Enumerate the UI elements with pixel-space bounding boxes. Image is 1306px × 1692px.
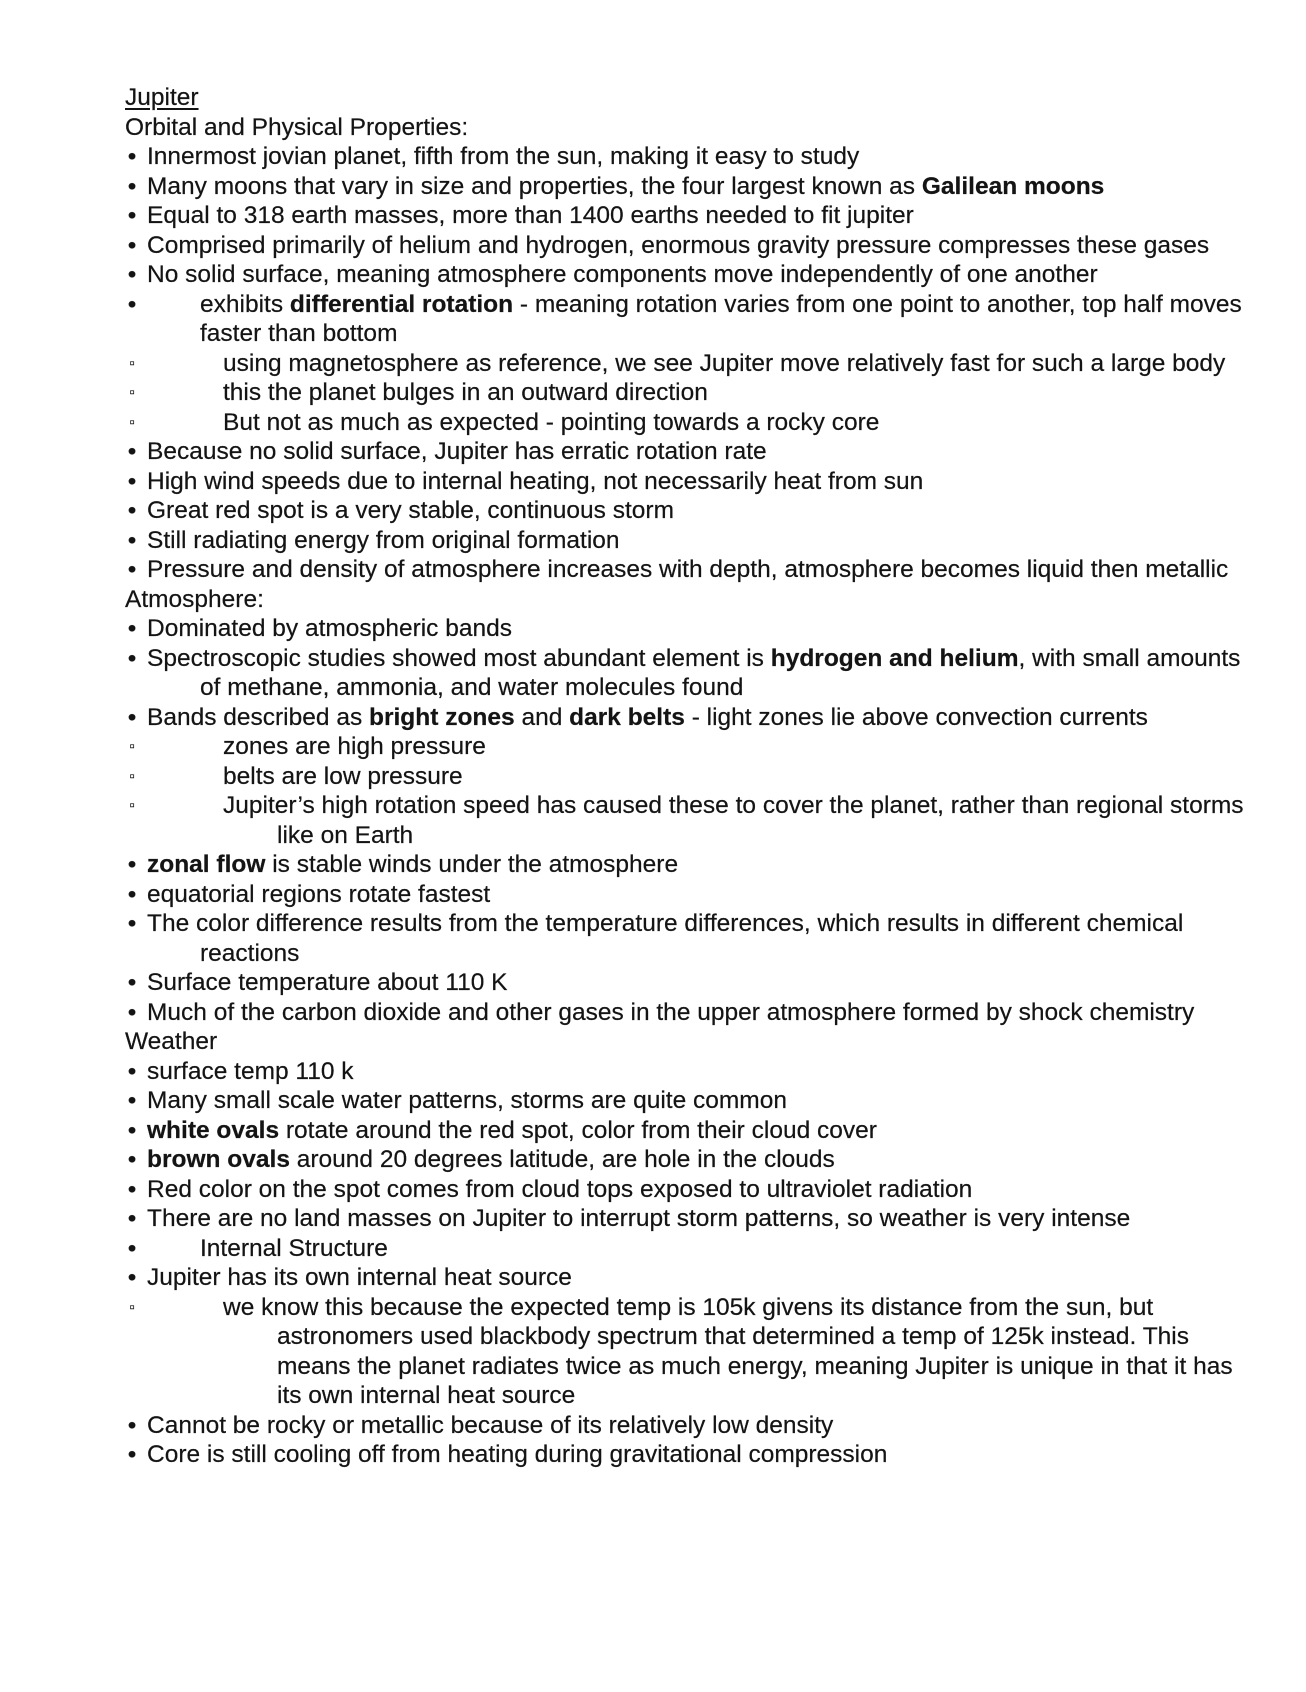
list-item-text	[147, 496, 1255, 526]
text-run: surface temp 110 k	[147, 1057, 354, 1085]
text-run: Pressure and density of atmosphere increases with depth, atmosphere becomes liquid then metallic	[147, 556, 1229, 583]
text-run: There are no land masses on Jupiter to interrupt storm patterns, so weather is very intense	[147, 1205, 1131, 1232]
list-item-text	[223, 1293, 1255, 1411]
list-item-text	[223, 408, 1255, 438]
text-run: Internal Structure	[200, 1234, 388, 1262]
list-item	[125, 1293, 1255, 1411]
text-run: Core is still cooling off from heating during gravitational compression	[147, 1441, 888, 1468]
list-item	[125, 172, 1255, 202]
list-item	[125, 1411, 1255, 1441]
text-run: Bands described as	[147, 703, 369, 731]
text-run: - meaning rotation varies from one point to another, top half moves faster than bottom	[200, 290, 1242, 347]
bullet-icon: •	[127, 526, 137, 554]
list-item	[125, 1263, 1255, 1293]
list-item-text	[147, 1175, 1255, 1205]
text-run: equatorial regions rotate fastest	[147, 880, 491, 908]
list-item-text	[147, 526, 1255, 556]
list-item-text	[147, 260, 1255, 290]
list-item	[125, 968, 1255, 998]
bullet-icon: •	[127, 851, 137, 878]
list-item	[125, 880, 1255, 910]
list-item	[125, 467, 1255, 497]
bullet-icon: •	[127, 703, 137, 731]
list-item-text	[147, 467, 1255, 497]
list-item	[125, 850, 1255, 880]
list-item	[125, 644, 1255, 703]
list-item-text	[147, 1411, 1255, 1441]
text-run: Cannot be rocky or metallic because of its relatively low density	[147, 1411, 834, 1439]
sub-bullet-icon: ▫	[129, 738, 135, 755]
sub-bullet-icon: ▫	[129, 797, 135, 814]
bullet-icon: •	[127, 231, 137, 259]
text-run: , with small amounts of methane, ammonia, and water molecules found	[200, 644, 1241, 701]
list-item-text	[147, 1440, 1255, 1470]
bullet-icon: •	[127, 467, 137, 495]
list-item-text	[147, 614, 1255, 644]
section-heading: Orbital and Physical Properties:	[125, 113, 469, 141]
sections-container	[125, 113, 1255, 1470]
list-item	[125, 496, 1255, 526]
bullet-icon: •	[127, 1411, 137, 1439]
text-run: High wind speeds due to internal heating, not necessarily heat from sun	[147, 467, 924, 495]
list-item	[125, 1086, 1255, 1116]
list-item	[125, 703, 1255, 733]
section-heading: Weather	[125, 1028, 218, 1055]
text-run: Many moons that vary in size and properties, the four largest known as	[147, 172, 922, 200]
list-item	[125, 260, 1255, 290]
section-heading: Atmosphere:	[125, 585, 264, 613]
bullet-icon: •	[127, 497, 137, 524]
text-run: Great red spot is a very stable, continuous storm	[147, 497, 674, 524]
list-item-text	[147, 1057, 1255, 1087]
list-item-text	[147, 1204, 1255, 1234]
list-item	[125, 378, 1255, 408]
list-item	[125, 1057, 1255, 1087]
list-item-text	[147, 1116, 1255, 1146]
bold-term: hydrogen and helium	[770, 644, 1019, 672]
bullet-icon: •	[127, 261, 137, 288]
list-item-text	[147, 880, 1255, 910]
bullet-icon: •	[127, 202, 137, 229]
document-body	[125, 83, 1255, 1470]
list-item-text	[223, 791, 1255, 850]
bold-term: differential rotation	[289, 290, 514, 318]
list-item	[125, 231, 1255, 261]
list-item-text	[147, 231, 1255, 261]
list-item	[125, 142, 1255, 172]
text-run: we know this because the expected temp is 105k givens its distance from the sun, but astronomers used blackbody spectrum that determined a temp of 125k instead. This means the planet radiates twice as much energy, meaning Jupiter is unique in that it has its own internal heat source	[223, 1293, 1233, 1409]
list-item-text	[147, 968, 1255, 998]
text-run: Jupiter’s high rotation speed has caused these to cover the planet, rather than regional storms like on Earth	[223, 792, 1244, 849]
sub-bullet-icon: ▫	[129, 767, 135, 785]
sub-bullet-icon: ▫	[129, 1298, 135, 1316]
bold-term: brown ovals	[147, 1146, 290, 1173]
list-item-text	[147, 1145, 1255, 1175]
list-item-text	[147, 1234, 1255, 1264]
bold-term: dark belts	[569, 703, 685, 731]
bullet-icon: •	[127, 556, 137, 583]
text-run: - light zones lie above convection currents	[684, 703, 1148, 731]
list-item	[125, 614, 1255, 644]
list-item	[125, 791, 1255, 850]
sub-bullet-icon: ▫	[129, 413, 135, 431]
list-item-text	[147, 909, 1255, 968]
list-item	[125, 408, 1255, 438]
list-item	[125, 526, 1255, 556]
list-item	[125, 1440, 1255, 1470]
text-run: belts are low pressure	[223, 762, 463, 790]
text-run: Equal to 318 earth masses, more than 1400 earths needed to fit jupiter	[147, 202, 914, 229]
list-item-text	[223, 349, 1255, 379]
list-item-text	[223, 762, 1255, 792]
text-run: zones are high pressure	[223, 733, 486, 760]
text-run: using magnetosphere as reference, we see Jupiter move relatively fast for such a large body	[223, 349, 1226, 377]
list-item	[125, 555, 1255, 585]
bullet-icon: •	[127, 1264, 137, 1291]
text-run: this the planet bulges in an outward direction	[223, 379, 708, 406]
sub-bullet-icon: ▫	[129, 354, 135, 372]
text-run: Spectroscopic studies showed most abundant element is	[147, 644, 771, 672]
bullet-icon: •	[127, 290, 137, 318]
list-item	[125, 1116, 1255, 1146]
bullet-icon: •	[127, 998, 137, 1026]
sub-bullet-icon: ▫	[129, 384, 135, 401]
text-run: Jupiter has its own internal heat source	[147, 1264, 572, 1291]
bullet-icon: •	[127, 1205, 137, 1232]
bold-term: zonal flow	[147, 851, 266, 878]
list-item	[125, 762, 1255, 792]
text-run: Red color on the spot comes from cloud tops exposed to ultraviolet radiation	[147, 1175, 973, 1203]
bullet-icon: •	[127, 1441, 137, 1468]
text-run: Surface temperature about 110 K	[147, 969, 508, 996]
bullet-icon: •	[127, 143, 137, 170]
text-run: Dominated by atmospheric bands	[147, 615, 512, 642]
bullet-icon: •	[127, 172, 137, 200]
bullet-icon: •	[127, 644, 137, 672]
list-item-text	[147, 850, 1255, 880]
bullet-icon: •	[127, 1175, 137, 1203]
text-run: But not as much as expected - pointing towards a rocky core	[223, 408, 880, 436]
bullet-icon: •	[127, 438, 137, 465]
text-run: Many small scale water patterns, storms are quite common	[147, 1087, 787, 1114]
bullet-icon: •	[127, 1057, 137, 1085]
bullet-icon: •	[127, 969, 137, 996]
text-run: The color difference results from the temperature differences, which results in different chemical reactions	[147, 910, 1184, 967]
bullet-icon: •	[127, 910, 137, 937]
list-item-text	[223, 732, 1255, 762]
list-item-text	[147, 290, 1255, 349]
bold-term: Galilean moons	[921, 172, 1105, 200]
list-item-text	[147, 142, 1255, 172]
list-item	[125, 732, 1255, 762]
bullet-icon: •	[127, 1146, 137, 1173]
text-run: No solid surface, meaning atmosphere components move independently of one another	[147, 261, 1098, 288]
list-item-text	[147, 172, 1255, 202]
list-item-text	[223, 378, 1255, 408]
text-run: exhibits	[200, 290, 290, 318]
list-item	[125, 1145, 1255, 1175]
text-run: around 20 degrees latitude, are hole in the clouds	[289, 1146, 835, 1173]
text-run: is stable winds under the atmosphere	[265, 851, 679, 878]
list-item	[125, 437, 1255, 467]
bullet-icon: •	[127, 880, 137, 908]
bullet-icon: •	[127, 1087, 137, 1114]
bullet-icon: •	[127, 615, 137, 642]
text-run: and	[514, 703, 570, 731]
text-run: Because no solid surface, Jupiter has erratic rotation rate	[147, 438, 767, 465]
list-item	[125, 349, 1255, 379]
list-item-text	[147, 1263, 1255, 1293]
list-item	[125, 201, 1255, 231]
list-item	[125, 1204, 1255, 1234]
text-run: Much of the carbon dioxide and other gases in the upper atmosphere formed by shock chemistry	[147, 998, 1195, 1026]
text-run: Still radiating energy from original formation	[147, 526, 620, 554]
list-item-text	[147, 703, 1255, 733]
list-item	[125, 1234, 1255, 1264]
bold-term: bright zones	[369, 703, 515, 731]
list-item-text	[147, 998, 1255, 1028]
list-item-text	[147, 1086, 1255, 1116]
list-item-text	[147, 644, 1255, 703]
text-run: Comprised primarily of helium and hydrogen, enormous gravity pressure compresses these gases	[147, 231, 1210, 259]
list-item	[125, 290, 1255, 349]
list-item-text	[147, 437, 1255, 467]
list-item-text	[147, 555, 1255, 585]
text-run: rotate around the red spot, color from their cloud cover	[279, 1116, 877, 1144]
bold-term: white ovals	[147, 1116, 280, 1144]
list-item	[125, 1175, 1255, 1205]
bullet-icon: •	[127, 1116, 137, 1144]
list-item	[125, 909, 1255, 968]
bullet-icon: •	[127, 1234, 137, 1262]
list-item-text	[147, 201, 1255, 231]
list-item	[125, 998, 1255, 1028]
text-run: Innermost jovian planet, fifth from the sun, making it easy to study	[147, 143, 860, 170]
page-title: Jupiter	[125, 84, 199, 111]
